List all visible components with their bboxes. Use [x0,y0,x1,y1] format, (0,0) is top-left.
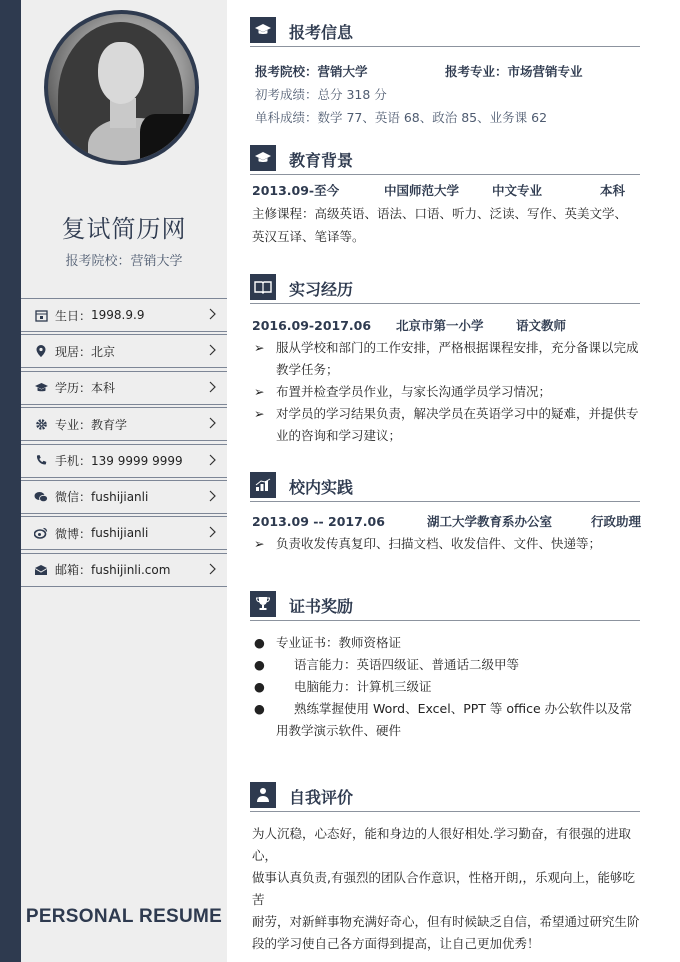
chevron-right-icon [205,380,219,394]
self-evaluation-line: 耐劳，对新鲜事物充满好奇心，但有时候缺乏自信，希望通过研究生阶 [252,914,640,929]
education-period: 2013.09-至今 [252,183,340,198]
info-label: 手机： [55,454,92,469]
info-value: 1998.9.9 [91,308,145,322]
section-header [250,590,640,621]
education-school: 中国师范大学 [384,183,460,198]
education-courses: 主修课程：高级英语、语法、口语、听力、泛读、写作、英美文学、 [252,206,628,221]
trophy-icon [250,591,276,617]
info-label: 专业： [55,417,92,432]
section-title: 校内实践 [289,478,354,497]
chevron-right-icon [205,307,219,321]
list-item-text-cont: 教学任务； [276,362,339,377]
arrow-bullet-icon: ➢ [254,536,265,551]
dot-bullet-icon: ● [254,701,265,716]
arrow-bullet-icon: ➢ [254,340,265,355]
education-row [250,179,640,202]
section-header [250,471,640,502]
info-item-email[interactable] [21,553,227,587]
apply-school: 报考院校：营销大学 [255,64,368,79]
info-label: 微信： [55,490,92,505]
arrow-bullet-icon: ➢ [254,384,265,399]
profile-photo [48,14,195,161]
section-header [250,144,640,175]
phone-icon [33,453,49,469]
info-value: 教育学 [91,417,128,432]
section-header [250,16,640,47]
chevron-right-icon [205,562,219,576]
section-awards [250,590,640,742]
dot-bullet-icon: ● [254,679,265,694]
location-pin-icon [33,343,49,359]
section-practice [250,471,640,555]
dot-bullet-icon: ● [254,635,265,650]
section-title: 自我评价 [289,788,354,807]
section-header [250,781,640,812]
info-label: 邮箱： [55,563,92,578]
info-label: 学历： [55,381,92,396]
section-title: 教育背景 [289,151,354,170]
list-item-text: 负责收发传真复印、扫描文档、收发信件、文件、快递等； [276,536,602,551]
chevron-right-icon [205,416,219,430]
education-courses-cont: 英汉互译、笔译等。 [252,229,365,244]
book-icon [250,274,276,300]
info-value: 139 9999 9999 [91,453,183,468]
section-self-evaluation [250,781,640,955]
info-value: fushijianli [91,489,149,504]
list-item-text-cont: 业的咨询和学习建议； [276,428,402,443]
practice-period: 2013.09 -- 2017.06 [252,514,385,529]
list-item-text: 熟练掌握使用 Word、Excel、PPT 等 office 办公软件以及常 [294,701,633,716]
self-evaluation-line: 为人沉稳，心态好，能和身边的人很好相处.学习勤奋，有很强的进取心， [252,826,631,863]
section-title: 证书奖励 [289,597,354,616]
education-major: 中文专业 [492,183,543,198]
list-item [250,533,640,555]
gear-icon [33,416,49,432]
list-item-text: 服从学校和部门的工作安排，严格根据课程安排，充分备课以完成 [276,340,639,355]
info-item-residence[interactable] [21,334,227,368]
list-item-text: 布置并检查学员作业，与家长沟通学员学习情况； [276,384,552,399]
info-value: fushijianli [91,526,149,541]
chevron-right-icon [205,489,219,503]
person-icon [250,782,276,808]
list-item-text: 专业证书：教师资格证 [276,635,402,650]
candidate-subtitle: 报考院校：营销大学 [65,254,183,269]
internship-role: 语文教师 [516,318,567,333]
list-item-text-cont: 用教学演示软件、硬件 [276,723,402,738]
graduation-cap-icon [250,17,276,43]
dot-bullet-icon: ● [254,657,265,672]
left-accent-bar [0,0,21,962]
apply-school-major-row [250,60,640,83]
info-item-phone[interactable] [21,444,227,478]
section-title: 报考信息 [289,23,354,42]
chevron-right-icon [205,343,219,357]
wechat-icon [33,489,49,505]
internship-org: 北京市第一小学 [396,318,484,333]
list-item [250,632,640,654]
list-item [250,337,640,381]
self-evaluation-line: 做事认真负责,有强烈的团队合作意识，性格开朗,，乐观向上，能够吃苦 [252,870,635,907]
list-item [250,654,640,676]
list-item [250,381,640,403]
chevron-right-icon [205,453,219,467]
list-item-text: 语言能力：英语四级证、普通话二级甲等 [294,657,520,672]
list-item-text: 电脑能力：计算机三级证 [294,679,432,694]
list-item-text: 对学员的学习结果负责，解决学员在英语学习中的疑难，并提供专 [276,406,639,421]
info-item-wechat[interactable] [21,480,227,514]
avatar [44,10,199,165]
calendar-icon [33,307,49,323]
section-apply [250,16,640,129]
info-item-major[interactable] [21,407,227,441]
internship-row [250,314,640,337]
section-header [250,273,640,304]
apply-score-total: 初考成绩：总分 318 分 [255,87,387,102]
candidate-name: 复试简历网 [61,215,187,243]
apply-score-items: 单科成绩：数学 77、英语 68、政治 85、业务课 62 [255,110,548,125]
info-value: 本科 [91,381,116,396]
section-internship [250,273,640,447]
info-label: 微博： [55,526,92,541]
graduation-cap-icon [250,145,276,171]
list-item [250,676,640,698]
list-item [250,698,640,742]
info-value: 北京 [91,344,116,359]
mail-icon [33,562,49,578]
practice-role: 行政助理 [591,514,642,529]
info-item-weibo[interactable] [21,516,227,550]
info-label: 现居： [55,344,92,359]
info-label: 生日： [55,308,92,323]
self-evaluation-line: 段的学习使自己各方面得到提高，让自己更加优秀！ [252,936,540,951]
internship-period: 2016.09-2017.06 [252,318,372,333]
apply-major: 报考专业：市场营销专业 [445,64,583,79]
graduation-cap-icon [33,380,49,396]
brand-footer: PERSONAL RESUME [25,906,223,927]
info-value: fushijinli.com [91,562,171,577]
info-item-birthday[interactable] [21,298,227,332]
practice-org: 湖工大学教育系办公室 [427,514,553,529]
info-item-education[interactable] [21,371,227,405]
section-title: 实习经历 [289,280,354,299]
section-education [250,144,640,248]
arrow-bullet-icon: ➢ [254,406,265,421]
chevron-right-icon [205,525,219,539]
education-degree: 本科 [600,183,626,198]
bar-chart-icon [250,472,276,498]
personal-info-list [21,298,227,589]
practice-row [250,510,640,533]
weibo-icon [33,525,49,541]
list-item [250,403,640,447]
